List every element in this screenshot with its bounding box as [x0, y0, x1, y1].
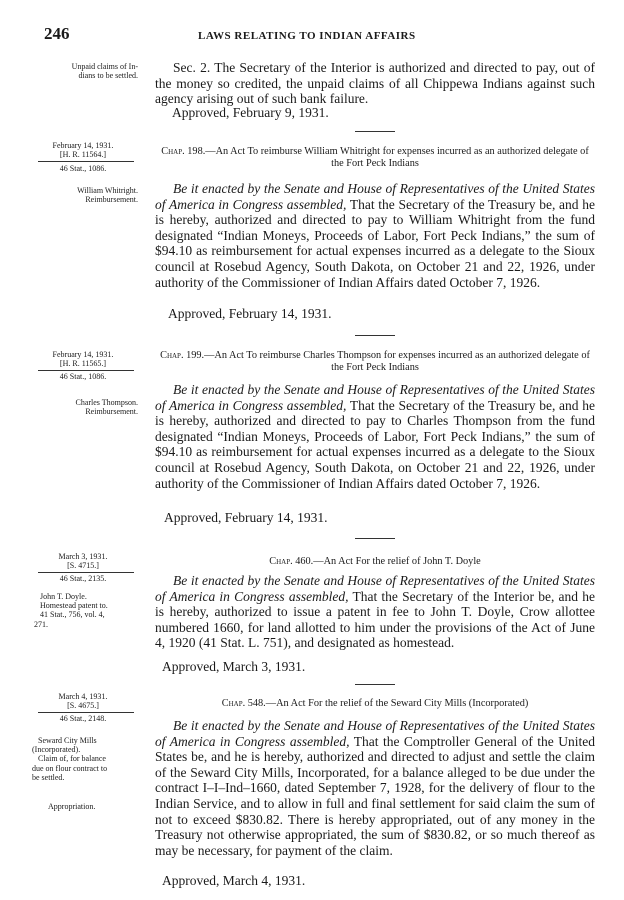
margin-rule [38, 572, 134, 573]
section-2-text: Sec. 2. The Secretary of the Interior is authorized and directed to pay, out of the money so credited, the unpaid claims of all Chippewa Indians against such agency arising out of such bank failure. [155, 60, 595, 107]
margin-subject-note: William Whitright. Reimbursement. [77, 186, 138, 205]
margin-rule [38, 712, 134, 713]
margin-subject-note: John T. Doyle. Homestead patent to. 41 Stat., 756, vol. 4, 271. [34, 592, 108, 629]
margin-note-unpaid-claims: Unpaid claims of In- dians to be settled. [71, 62, 138, 81]
margin-date-block: February 14, 1931. [H. R. 11565.] [52, 350, 114, 369]
separator-rule [355, 538, 395, 539]
chapter-heading: Chap. 548.—An Act For the relief of the Seward City Mills (Incorporated) [221, 698, 529, 709]
chapter-199-body: Be it enacted by the Senate and House of Representatives of the United States of America in Congress assembled, That the Secretary of the Treasury be, and he is hereby, authorized and directed to pay to Charles Thompson from the fund designated “Indian Moneys, Proceeds of Labor, Fort Peck Indians,” the sum of $94.10 as reimbursement for actual expenses incurred as a delegate to the Sioux council at Rosebud Agency, South Dakota, on October 21 and 22, 1926, under authority of the Commissioner of Indian Affairs dated October 7, 1926. [155, 382, 595, 491]
chapter-548-body: Be it enacted by the Senate and House of Representatives of the United States of America in Congress assembled, That the Comptroller General of the United States be, and he is hereby, authorized and directed to adjust and settle the claim of the Seward City Mills, Incorporated, for a balance alleged to be due under the contract I–I–Ind–1660, dated September 7, 1928, for the delivery of flour to the Indian Service, and to allow in full and final settlement for said claim the sum of not to exceed $830.82. There is hereby appropriated, out of any money in the Treasury not otherwise appropriated, the sum of $830.82, or so much thereof as may be necessary, for payment of the claim. [155, 718, 595, 858]
separator-rule [355, 131, 395, 132]
chapter-198-body: Be it enacted by the Senate and House of Representatives of the United States of America in Congress assembled, That the Secretary of the Treasury be, and he is hereby, authorized and directed to pay to William Whitright from the fund designated “Indian Moneys, Proceeds of Labor, Fort Peck Indians,” the sum of $94.10 as reimbursement for actual expenses incurred as a delegate to the Sioux council at Rosebud Agency, South Dakota, on October 21 and 22, 1926, under authority of the Commissioner of Indian Affairs dated October 7, 1926. [155, 181, 595, 290]
margin-stat-citation: 46 Stat., 2135. [59, 574, 107, 583]
margin-appropriation-note: Appropriation. [48, 802, 96, 811]
separator-rule [355, 684, 395, 685]
chapter-460-body: Be it enacted by the Senate and House of Representatives of the United States of America in Congress assembled, That the Secretary of the Interior be, and he is hereby, authorized to issue a patent in fee to John T. Doyle, Crow allottee numbered 1660, for land allotted to him under the provisions of the Act of June 4, 1920 (41 Stat. L. 751), and designated as homestead. [155, 573, 595, 651]
approved-line: Approved, March 3, 1931. [162, 659, 306, 674]
margin-rule [38, 161, 134, 162]
approved-line: Approved, March 4, 1931. [162, 873, 306, 888]
separator-rule [355, 335, 395, 336]
margin-subject-note: Seward City Mills (Incorporated). Claim of, for balance due on flour contract to be settled. [32, 736, 108, 782]
margin-stat-citation: 46 Stat., 1086. [59, 164, 107, 173]
margin-date-block: February 14, 1931. [H. R. 11564.] [52, 141, 114, 160]
page-number: 246 [44, 24, 70, 43]
approved-line: Approved, February 14, 1931. [164, 510, 328, 525]
approved-line: Approved, February 14, 1931. [168, 306, 332, 321]
margin-subject-note: Charles Thompson. Reimbursement. [75, 398, 138, 417]
running-head: LAWS RELATING TO INDIAN AFFAIRS [198, 30, 416, 42]
margin-date-block: March 4, 1931. [S. 4675.] [58, 692, 108, 711]
approved-line: Approved, February 9, 1931. [172, 105, 329, 120]
margin-stat-citation: 46 Stat., 2148. [59, 714, 107, 723]
chapter-heading: Chap. 199.—An Act To reimburse Charles Thompson for expenses incurred as an authorized delegate of the Fort Peck Indians [160, 350, 590, 373]
margin-rule [38, 370, 134, 371]
margin-date-block: March 3, 1931. [S. 4715.] [58, 552, 108, 571]
margin-stat-citation: 46 Stat., 1086. [59, 372, 107, 381]
chapter-heading: Chap. 198.—An Act To reimburse William Whitright for expenses incurred as an authorized delegate of the Fort Peck Indians [161, 146, 589, 169]
chapter-heading: Chap. 460.—An Act For the relief of John T. Doyle [269, 556, 481, 567]
